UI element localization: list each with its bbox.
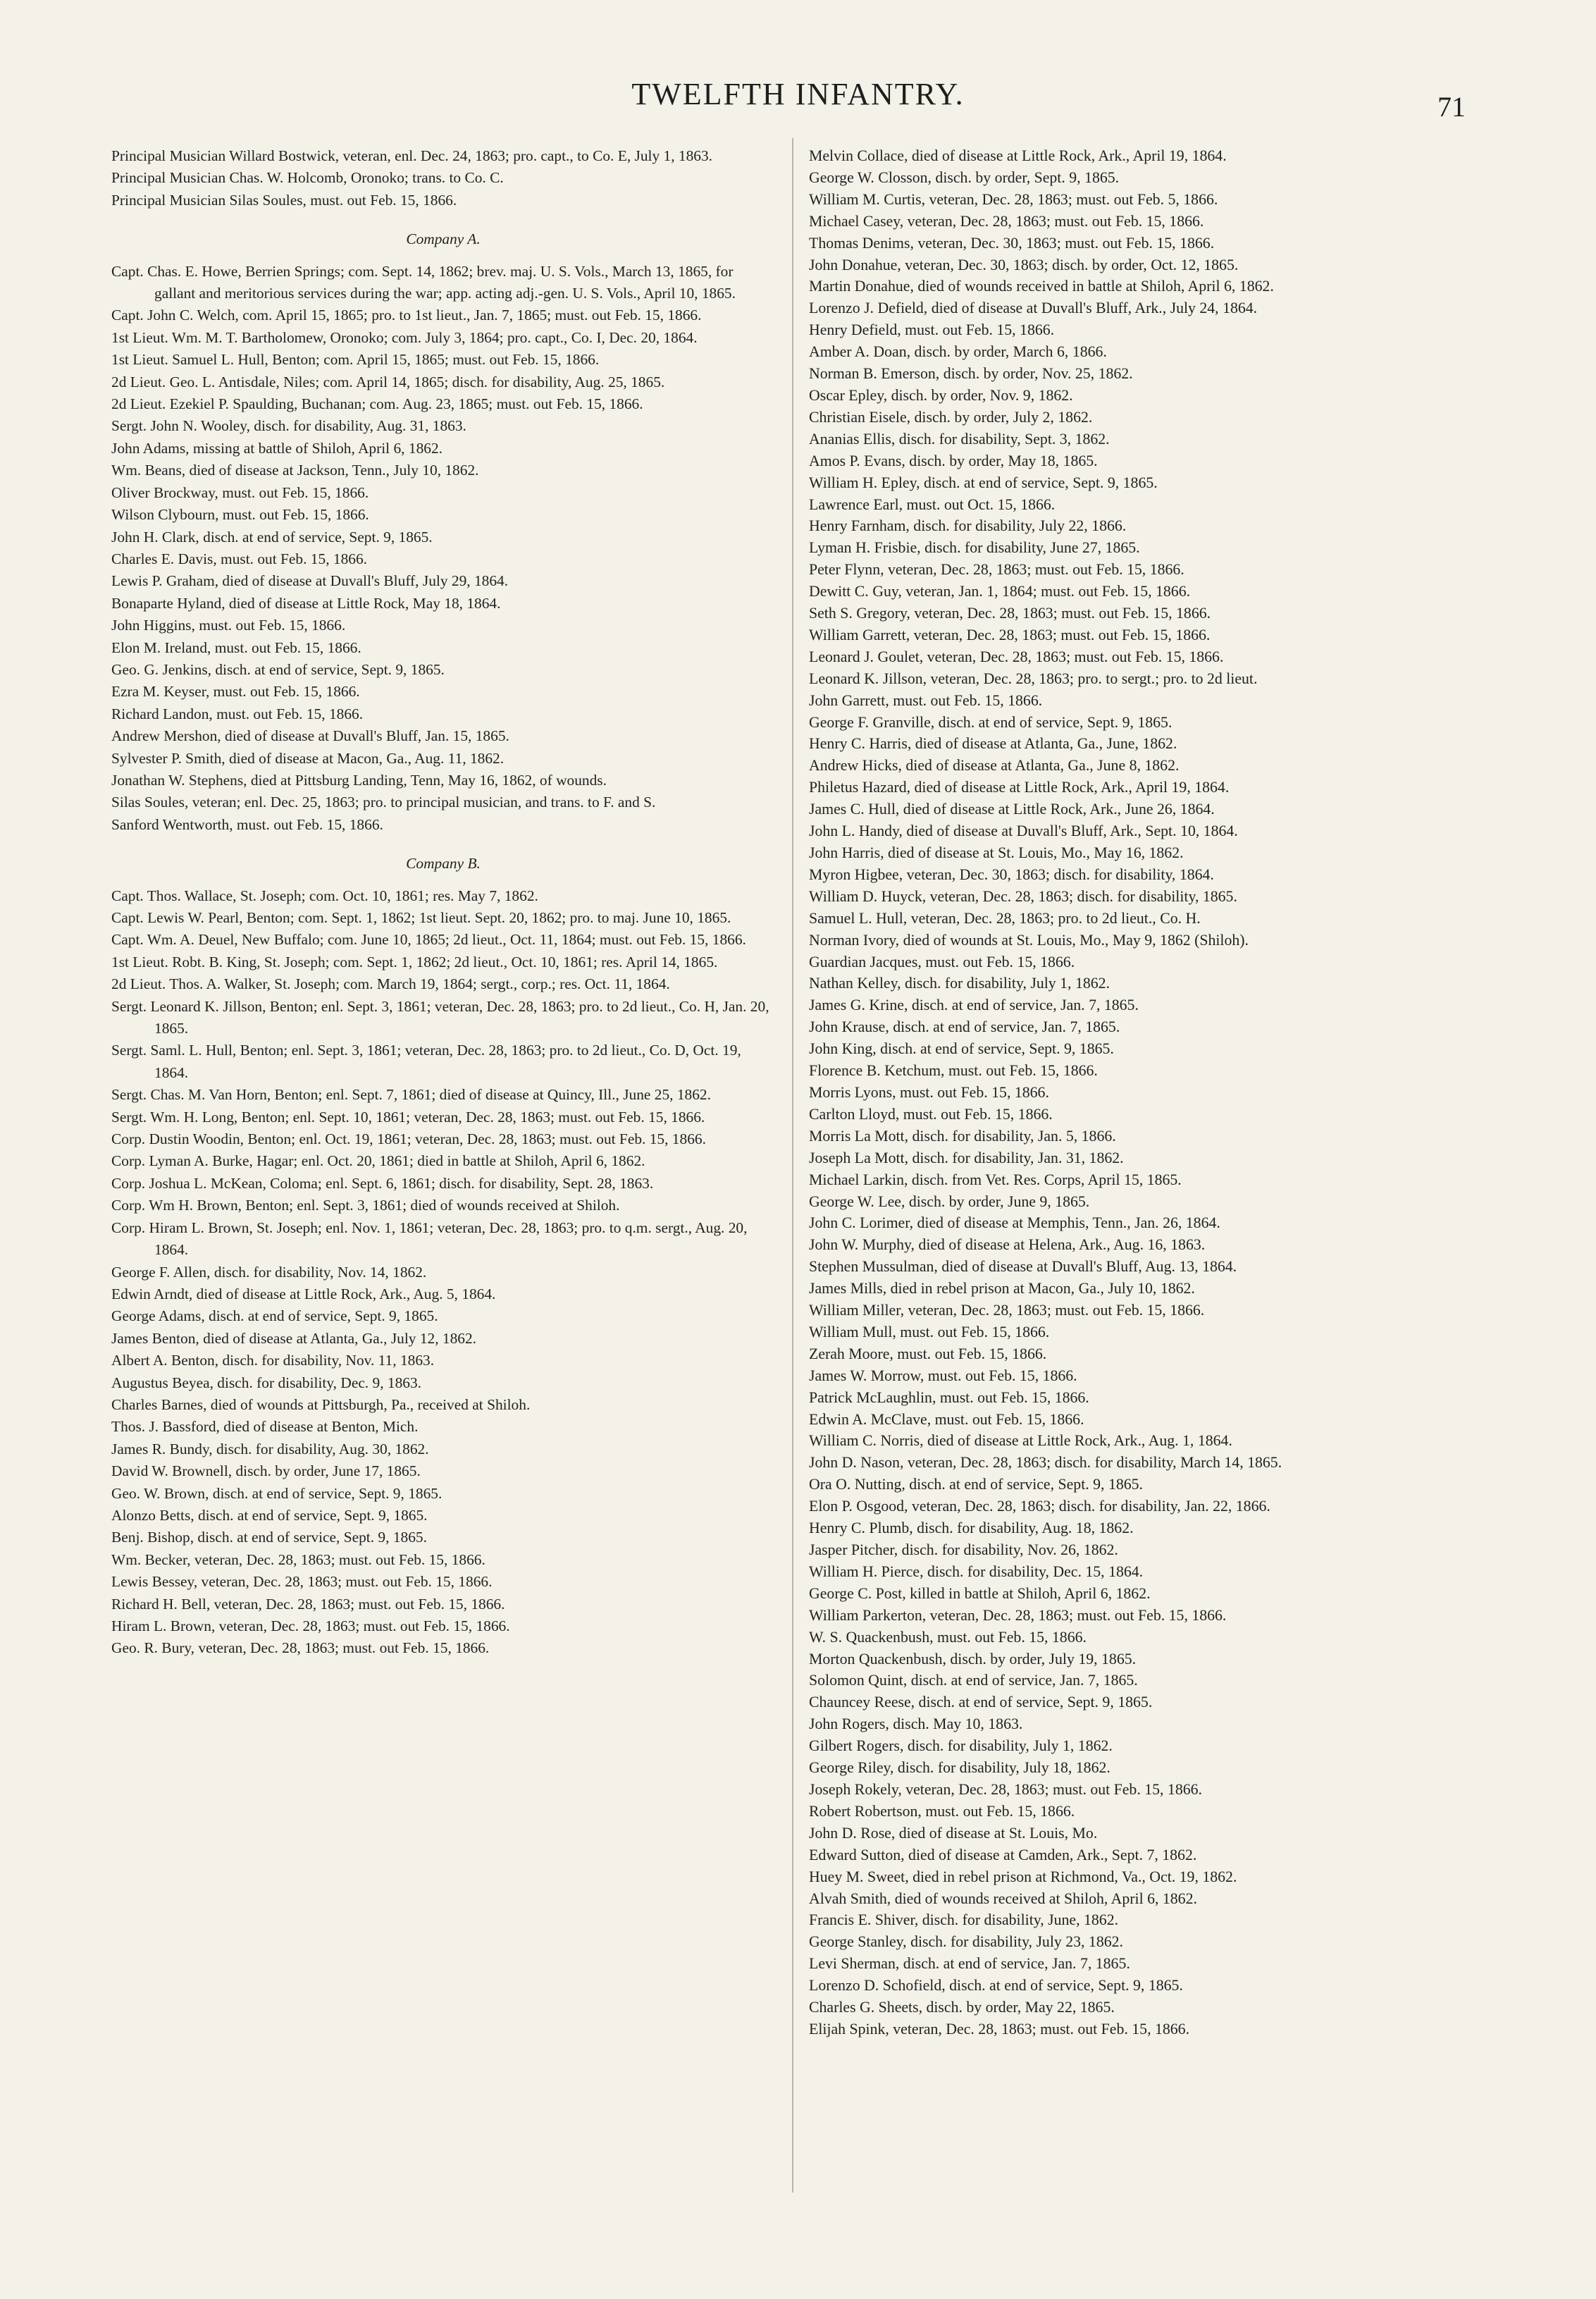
roster-entry: Capt. Chas. E. Howe, Berrien Springs; com. Sept. 14, 1862; brev. maj. U. S. Vols., March 13, 1865, for gallant and meritorious services during the war; app. acting adj.-gen. U. S. Vols., April 10, 1865. — [111, 262, 736, 302]
company-b-roster — [111, 885, 775, 1660]
roster-entry: Seth S. Gregory, veteran, Dec. 28, 1863; must. out Feb. 15, 1866. — [809, 605, 1211, 622]
roster-entry: Henry Defield, must. out Feb. 15, 1866. — [809, 321, 1055, 339]
roster-entry: Corp. Lyman A. Burke, Hagar; enl. Oct. 20, 1861; died in battle at Shiloh, April 6, 1862. — [111, 1152, 645, 1170]
roster-entry: William Parkerton, veteran, Dec. 28, 1863; must. out Feb. 15, 1866. — [809, 1606, 1227, 1624]
roster-entry: John Harris, died of disease at St. Louis, Mo., May 16, 1862. — [809, 844, 1184, 861]
company-a-roster — [111, 261, 775, 837]
roster-entry: William M. Curtis, veteran, Dec. 28, 1863; must. out Feb. 5, 1866. — [809, 190, 1218, 208]
running-head: TWELFTH INFANTRY. — [631, 77, 965, 111]
roster-entry: 2d Lieut. Geo. L. Antisdale, Niles; com. April 14, 1865; disch. for disability, Aug. 25, 1865. — [111, 373, 665, 390]
roster-entry: 2d Lieut. Ezekiel P. Spaulding, Buchanan; com. Aug. 23, 1865; must. out Feb. 15, 1866. — [111, 395, 643, 413]
roster-entry: Sergt. Chas. M. Van Horn, Benton; enl. Sept. 7, 1861; died of disease at Quincy, Ill., June 25, 1862. — [111, 1086, 711, 1104]
roster-entry: Principal Musician Silas Soules, must. out Feb. 15, 1866. — [111, 191, 457, 209]
roster-entry: W. S. Quackenbush, must. out Feb. 15, 1866. — [809, 1628, 1087, 1646]
roster-entry: Wm. Beans, died of disease at Jackson, Tenn., July 10, 1862. — [111, 462, 479, 479]
left-column — [111, 145, 775, 1660]
roster-entry: George W. Closson, disch. by order, Sept. 9, 1865. — [809, 168, 1120, 186]
roster-entry: Amber A. Doan, disch. by order, March 6, 1866. — [809, 343, 1107, 361]
roster-entry: Oscar Epley, disch. by order, Nov. 9, 1862. — [809, 386, 1073, 404]
roster-entry: John King, disch. at end of service, Sept. 9, 1865. — [809, 1040, 1114, 1058]
roster-entry: Geo. W. Brown, disch. at end of service, Sept. 9, 1865. — [111, 1484, 443, 1502]
roster-entry: Levi Sherman, disch. at end of service, Jan. 7, 1865. — [809, 1955, 1130, 1973]
roster-entry: George F. Allen, disch. for disability, Nov. 14, 1862. — [111, 1263, 427, 1281]
roster-entry: Wilson Clybourn, must. out Feb. 15, 1866. — [111, 506, 369, 524]
roster-entry: Norman B. Emerson, disch. by order, Nov. 25, 1862. — [809, 365, 1133, 383]
column-divider — [792, 138, 793, 2193]
roster-entry: Amos P. Evans, disch. by order, May 18, 1865. — [809, 452, 1098, 469]
roster-entry: 1st Lieut. Robt. B. King, St. Joseph; com. Sept. 1, 1862; 2d lieut., Oct. 10, 1861; res. April 14, 1865. — [111, 953, 718, 970]
roster-entry: James W. Morrow, must. out Feb. 15, 1866. — [809, 1367, 1077, 1384]
intro-section — [111, 145, 775, 211]
roster-entry: Jasper Pitcher, disch. for disability, Nov. 26, 1862. — [809, 1541, 1118, 1558]
roster-entry: Myron Higbee, veteran, Dec. 30, 1863; disch. for disability, 1864. — [809, 865, 1214, 883]
roster-entry: Francis E. Shiver, disch. for disability, June, 1862. — [809, 1911, 1119, 1929]
roster-entry: Norman Ivory, died of wounds at St. Louis, Mo., May 9, 1862 (Shiloh). — [809, 931, 1249, 949]
roster-entry: Christian Eisele, disch. by order, July 2, 1862. — [809, 408, 1093, 426]
roster-entry: Silas Soules, veteran; enl. Dec. 25, 1863; pro. to principal musician, and trans. to F. and S. — [111, 794, 656, 811]
roster-entry: Robert Robertson, must. out Feb. 15, 1866. — [809, 1802, 1075, 1820]
roster-entry: Richard Landon, must. out Feb. 15, 1866. — [111, 705, 364, 722]
roster-entry: James G. Krine, disch. at end of service, Jan. 7, 1865. — [809, 997, 1139, 1014]
roster-entry: Andrew Hicks, died of disease at Atlanta, Ga., June 8, 1862. — [809, 757, 1180, 775]
page-number: 71 — [1437, 91, 1466, 123]
roster-entry: Albert A. Benton, disch. for disability, Nov. 11, 1863. — [111, 1352, 435, 1369]
roster-entry: Alvah Smith, died of wounds received at Shiloh, April 6, 1862. — [809, 1890, 1197, 1907]
roster-entry: Benj. Bishop, disch. at end of service, Sept. 9, 1865. — [111, 1529, 427, 1546]
roster-entry: Ora O. Nutting, disch. at end of service, Sept. 9, 1865. — [809, 1476, 1143, 1493]
roster-entry: Sergt. Wm. H. Long, Benton; enl. Sept. 10, 1861; veteran, Dec. 28, 1863; must. out Feb. 15, 1866. — [111, 1108, 705, 1126]
roster-entry: William Garrett, veteran, Dec. 28, 1863; must. out Feb. 15, 1866. — [809, 626, 1211, 643]
roster-entry: 1st Lieut. Samuel L. Hull, Benton; com. April 15, 1865; must. out Feb. 15, 1866. — [111, 351, 600, 369]
roster-entry: Corp. Joshua L. McKean, Coloma; enl. Sept. 6, 1861; disch. for disability, Sept. 28, 1863. — [111, 1174, 654, 1192]
roster-entry: Charles E. Davis, must. out Feb. 15, 1866. — [111, 550, 368, 567]
roster-entry: Edwin Arndt, died of disease at Little Rock, Ark., Aug. 5, 1864. — [111, 1285, 496, 1302]
roster-entry: John D. Rose, died of disease at St. Louis, Mo. — [809, 1824, 1098, 1842]
roster-entry: Elon P. Osgood, veteran, Dec. 28, 1863; disch. for disability, Jan. 22, 1866. — [809, 1498, 1270, 1515]
roster-entry: Martin Donahue, died of wounds received in battle at Shiloh, April 6, 1862. — [809, 278, 1274, 295]
roster-entry: John Donahue, veteran, Dec. 30, 1863; disch. by order, Oct. 12, 1865. — [809, 256, 1239, 273]
company-b-heading: Company B. — [406, 855, 481, 873]
roster-entry: George Stanley, disch. for disability, July 23, 1862. — [809, 1933, 1123, 1951]
roster-entry: John L. Handy, died of disease at Duvall's Bluff, Ark., Sept. 10, 1864. — [809, 822, 1238, 840]
roster-entry: Geo. G. Jenkins, disch. at end of service, Sept. 9, 1865. — [111, 660, 445, 678]
roster-entry: Lorenzo J. Defield, died of disease at Duvall's Bluff, Ark., July 24, 1864. — [809, 300, 1258, 317]
roster-entry: John Krause, disch. at end of service, Jan. 7, 1865. — [809, 1018, 1120, 1036]
roster-entry: Charles Barnes, died of wounds at Pittsburgh, Pa., received at Shiloh. — [111, 1395, 531, 1413]
roster-entry: William Miller, veteran, Dec. 28, 1863; must. out Feb. 15, 1866. — [809, 1302, 1205, 1319]
roster-entry: Capt. Thos. Wallace, St. Joseph; com. Oct. 10, 1861; res. May 7, 1862. — [111, 887, 538, 904]
roster-entry: Lewis Bessey, veteran, Dec. 28, 1863; must. out Feb. 15, 1866. — [111, 1573, 493, 1591]
roster-entry: Henry C. Plumb, disch. for disability, Aug. 18, 1862. — [809, 1520, 1134, 1537]
roster-entry: Wm. Becker, veteran, Dec. 28, 1863; must. out Feb. 15, 1866. — [111, 1551, 485, 1568]
roster-entry: Corp. Wm H. Brown, Benton; enl. Sept. 3, 1861; died of wounds received at Shiloh. — [111, 1197, 620, 1214]
roster-entry: Sergt. Saml. L. Hull, Benton; enl. Sept. 3, 1861; veteran, Dec. 28, 1863; pro. to 2d lieut., Co. D, Oct. 19, 1864. — [111, 1042, 741, 1081]
roster-entry: Augustus Beyea, disch. for disability, Dec. 9, 1863. — [111, 1374, 422, 1391]
roster-entry: Nathan Kelley, disch. for disability, July 1, 1862. — [809, 975, 1110, 992]
roster-entry: Sylvester P. Smith, died of disease at Macon, Ga., Aug. 11, 1862. — [111, 749, 505, 767]
roster-entry: Sergt. John N. Wooley, disch. for disability, Aug. 31, 1863. — [111, 417, 466, 435]
roster-entry: Jonathan W. Stephens, died at Pittsburg Landing, Tenn, May 16, 1862, of wounds. — [111, 771, 607, 789]
roster-entry: Sergt. Leonard K. Jillson, Benton; enl. Sept. 3, 1861; veteran, Dec. 28, 1863; pro. to 2d lieut., Co. H, Jan. 20, 1865. — [111, 997, 769, 1037]
roster-entry: James Benton, died of disease at Atlanta, Ga., July 12, 1862. — [111, 1329, 477, 1347]
roster-entry: Edward Sutton, died of disease at Camden, Ark., Sept. 7, 1862. — [809, 1846, 1197, 1863]
roster-entry: Principal Musician Chas. W. Holcomb, Oronoko; trans. to Co. C. — [111, 169, 504, 187]
roster-entry: Ananias Ellis, disch. for disability, Sept. 3, 1862. — [809, 430, 1110, 448]
roster-entry: James C. Hull, died of disease at Little Rock, Ark., June 26, 1864. — [809, 801, 1215, 818]
roster-entry: John Rogers, disch. May 10, 1863. — [809, 1715, 1023, 1733]
roster-entry: James Mills, died in rebel prison at Macon, Ga., July 10, 1862. — [809, 1280, 1195, 1298]
roster-entry: Joseph La Mott, disch. for disability, Jan. 31, 1862. — [809, 1149, 1124, 1166]
roster-entry: 2d Lieut. Thos. A. Walker, St. Joseph; com. March 19, 1864; sergt., corp.; res. Oct. 11, 1864. — [111, 975, 670, 993]
roster-entry: Melvin Collace, died of disease at Little Rock, Ark., April 19, 1864. — [809, 147, 1227, 164]
roster-entry: Andrew Mershon, died of disease at Duvall's Bluff, Jan. 15, 1865. — [111, 727, 509, 745]
roster-entry: Carlton Lloyd, must. out Feb. 15, 1866. — [809, 1105, 1053, 1123]
roster-entry: Thomas Denims, veteran, Dec. 30, 1863; must. out Feb. 15, 1866. — [809, 234, 1215, 252]
roster-entry: Philetus Hazard, died of disease at Little Rock, Ark., April 19, 1864. — [809, 779, 1230, 796]
roster-entry: Ezra M. Keyser, must. out Feb. 15, 1866. — [111, 683, 360, 701]
roster-entry: Henry Farnham, disch. for disability, July 22, 1866. — [809, 517, 1127, 535]
roster-entry: John Garrett, must. out Feb. 15, 1866. — [809, 691, 1043, 709]
roster-entry: Principal Musician Willard Bostwick, veteran, enl. Dec. 24, 1863; pro. capt., to Co. E, July 1, 1863. — [111, 147, 713, 164]
roster-entry: Peter Flynn, veteran, Dec. 28, 1863; must. out Feb. 15, 1866. — [809, 561, 1184, 579]
roster-entry: Morris La Mott, disch. for disability, Jan. 5, 1866. — [809, 1127, 1116, 1145]
roster-entry: 1st Lieut. Wm. M. T. Bartholomew, Oronoko; com. July 3, 1864; pro. capt., Co. I, Dec. 20, 1864. — [111, 328, 698, 346]
roster-entry: Lorenzo D. Schofield, disch. at end of service, Sept. 9, 1865. — [809, 1977, 1183, 1995]
roster-entry: George Adams, disch. at end of service, Sept. 9, 1865. — [111, 1307, 438, 1325]
roster-entry: Michael Casey, veteran, Dec. 28, 1863; must. out Feb. 15, 1866. — [809, 212, 1204, 230]
roster-entry: Morton Quackenbush, disch. by order, July 19, 1865. — [809, 1650, 1137, 1668]
roster-entry: William Mull, must. out Feb. 15, 1866. — [809, 1323, 1050, 1340]
roster-entry: George Riley, disch. for disability, July 18, 1862. — [809, 1759, 1111, 1777]
roster-entry: Elijah Spink, veteran, Dec. 28, 1863; must. out Feb. 15, 1866. — [809, 2020, 1190, 2038]
roster-entry: William H. Epley, disch. at end of service, Sept. 9, 1865. — [809, 474, 1158, 491]
roster-entry: Elon M. Ireland, must. out Feb. 15, 1866. — [111, 639, 361, 656]
roster-entry: Capt. John C. Welch, com. April 15, 1865; pro. to 1st lieut., Jan. 7, 1865; must. out Feb. 15, 1866. — [111, 307, 702, 324]
roster-entry: John W. Murphy, died of disease at Helena, Ark., Aug. 16, 1863. — [809, 1236, 1206, 1254]
roster-entry: Capt. Wm. A. Deuel, New Buffalo; com. June 10, 1865; 2d lieut., Oct. 11, 1864; must. out Feb. 15, 1866. — [111, 931, 746, 949]
roster-entry: Morris Lyons, must. out Feb. 15, 1866. — [809, 1083, 1049, 1101]
roster-entry: Henry C. Harris, died of disease at Atlanta, Ga., June, 1862. — [809, 735, 1177, 753]
roster-entry: William H. Pierce, disch. for disability, Dec. 15, 1864. — [809, 1563, 1144, 1580]
roster-entry: George F. Granville, disch. at end of service, Sept. 9, 1865. — [809, 713, 1173, 731]
roster-entry: Alonzo Betts, disch. at end of service, Sept. 9, 1865. — [111, 1506, 428, 1524]
roster-entry: Gilbert Rogers, disch. for disability, July 1, 1862. — [809, 1737, 1113, 1755]
roster-entry: Patrick McLaughlin, must. out Feb. 15, 1866. — [809, 1388, 1089, 1406]
roster-entry: Guardian Jacques, must. out Feb. 15, 1866. — [809, 953, 1075, 970]
roster-entry: John D. Nason, veteran, Dec. 28, 1863; disch. for disability, March 14, 1865. — [809, 1454, 1282, 1472]
roster-entry: Huey M. Sweet, died in rebel prison at Richmond, Va., Oct. 19, 1862. — [809, 1868, 1237, 1885]
roster-entry: Joseph Rokely, veteran, Dec. 28, 1863; must. out Feb. 15, 1866. — [809, 1780, 1202, 1798]
roster-entry: John Adams, missing at battle of Shiloh, April 6, 1862. — [111, 439, 443, 457]
roster-entry: Dewitt C. Guy, veteran, Jan. 1, 1864; must. out Feb. 15, 1866. — [809, 583, 1191, 600]
roster-entry: Sanford Wentworth, must. out Feb. 15, 1866. — [111, 815, 383, 833]
roster-entry: John Higgins, must. out Feb. 15, 1866. — [111, 617, 346, 634]
roster-entry: Chauncey Reese, disch. at end of service, Sept. 9, 1865. — [809, 1694, 1153, 1711]
roster-entry: Corp. Hiram L. Brown, St. Joseph; enl. Nov. 1, 1861; veteran, Dec. 28, 1863; pro. to q.m. sergt., Aug. 20, 1864. — [111, 1219, 748, 1259]
roster-entry: Samuel L. Hull, veteran, Dec. 28, 1863; pro. to 2d lieut., Co. H. — [809, 909, 1201, 927]
roster-entry: Lewis P. Graham, died of disease at Duvall's Bluff, July 29, 1864. — [111, 572, 509, 590]
roster-entry: Leonard K. Jillson, veteran, Dec. 28, 1863; pro. to sergt.; pro. to 2d lieut. — [809, 670, 1258, 687]
roster-entry: Richard H. Bell, veteran, Dec. 28, 1863; must. out Feb. 15, 1866. — [111, 1595, 505, 1613]
roster-entry: William C. Norris, died of disease at Little Rock, Ark., Aug. 1, 1864. — [809, 1432, 1232, 1450]
roster-entry: Oliver Brockway, must. out Feb. 15, 1866. — [111, 483, 369, 501]
roster-entry: Charles G. Sheets, disch. by order, May 22, 1865. — [809, 1999, 1115, 2016]
company-a-heading: Company A. — [406, 230, 481, 248]
roster-entry: James R. Bundy, disch. for disability, Aug. 30, 1862. — [111, 1440, 429, 1457]
roster-entry: Stephen Mussulman, died of disease at Duvall's Bluff, Aug. 13, 1864. — [809, 1258, 1237, 1276]
roster-entry: William D. Huyck, veteran, Dec. 28, 1863; disch. for disability, 1865. — [809, 887, 1237, 905]
roster-entry: Florence B. Ketchum, must. out Feb. 15, 1866. — [809, 1062, 1098, 1080]
roster-entry: John H. Clark, disch. at end of service, Sept. 9, 1865. — [111, 528, 433, 546]
roster-entry: George C. Post, killed in battle at Shiloh, April 6, 1862. — [809, 1584, 1151, 1602]
roster-entry: Hiram L. Brown, veteran, Dec. 28, 1863; must. out Feb. 15, 1866. — [111, 1617, 510, 1634]
roster-entry: Thos. J. Bassford, died of disease at Benton, Mich. — [111, 1418, 419, 1436]
roster-entry: John C. Lorimer, died of disease at Memphis, Tenn., Jan. 26, 1864. — [809, 1214, 1220, 1232]
roster-entry: George W. Lee, disch. by order, June 9, 1865. — [809, 1192, 1090, 1210]
roster-entry: Leonard J. Goulet, veteran, Dec. 28, 1863; must. out Feb. 15, 1866. — [809, 648, 1224, 665]
right-column — [809, 145, 1477, 2040]
roster-entry: Geo. R. Bury, veteran, Dec. 28, 1863; must. out Feb. 15, 1866. — [111, 1639, 490, 1657]
roster-entry: David W. Brownell, disch. by order, June 17, 1865. — [111, 1462, 421, 1480]
roster-entry: Zerah Moore, must. out Feb. 15, 1866. — [809, 1345, 1047, 1362]
roster-entry: Bonaparte Hyland, died of disease at Little Rock, May 18, 1864. — [111, 594, 501, 612]
roster-entry: Lyman H. Frisbie, disch. for disability, June 27, 1865. — [809, 539, 1140, 557]
roster-entry: Michael Larkin, disch. from Vet. Res. Corps, April 15, 1865. — [809, 1171, 1182, 1188]
roster-entry: Lawrence Earl, must. out Oct. 15, 1866. — [809, 495, 1056, 513]
roster-entry: Solomon Quint, disch. at end of service, Jan. 7, 1865. — [809, 1672, 1138, 1689]
company-b-roster-continued — [809, 145, 1477, 2040]
roster-entry: Capt. Lewis W. Pearl, Benton; com. Sept. 1, 1862; 1st lieut. Sept. 20, 1862; pro. to maj. June 10, 1865. — [111, 909, 731, 926]
roster-entry: Edwin A. McClave, must. out Feb. 15, 1866. — [809, 1410, 1084, 1428]
roster-entry: Corp. Dustin Woodin, Benton; enl. Oct. 19, 1861; veteran, Dec. 28, 1863; must. out Feb. 15, 1866. — [111, 1130, 706, 1148]
